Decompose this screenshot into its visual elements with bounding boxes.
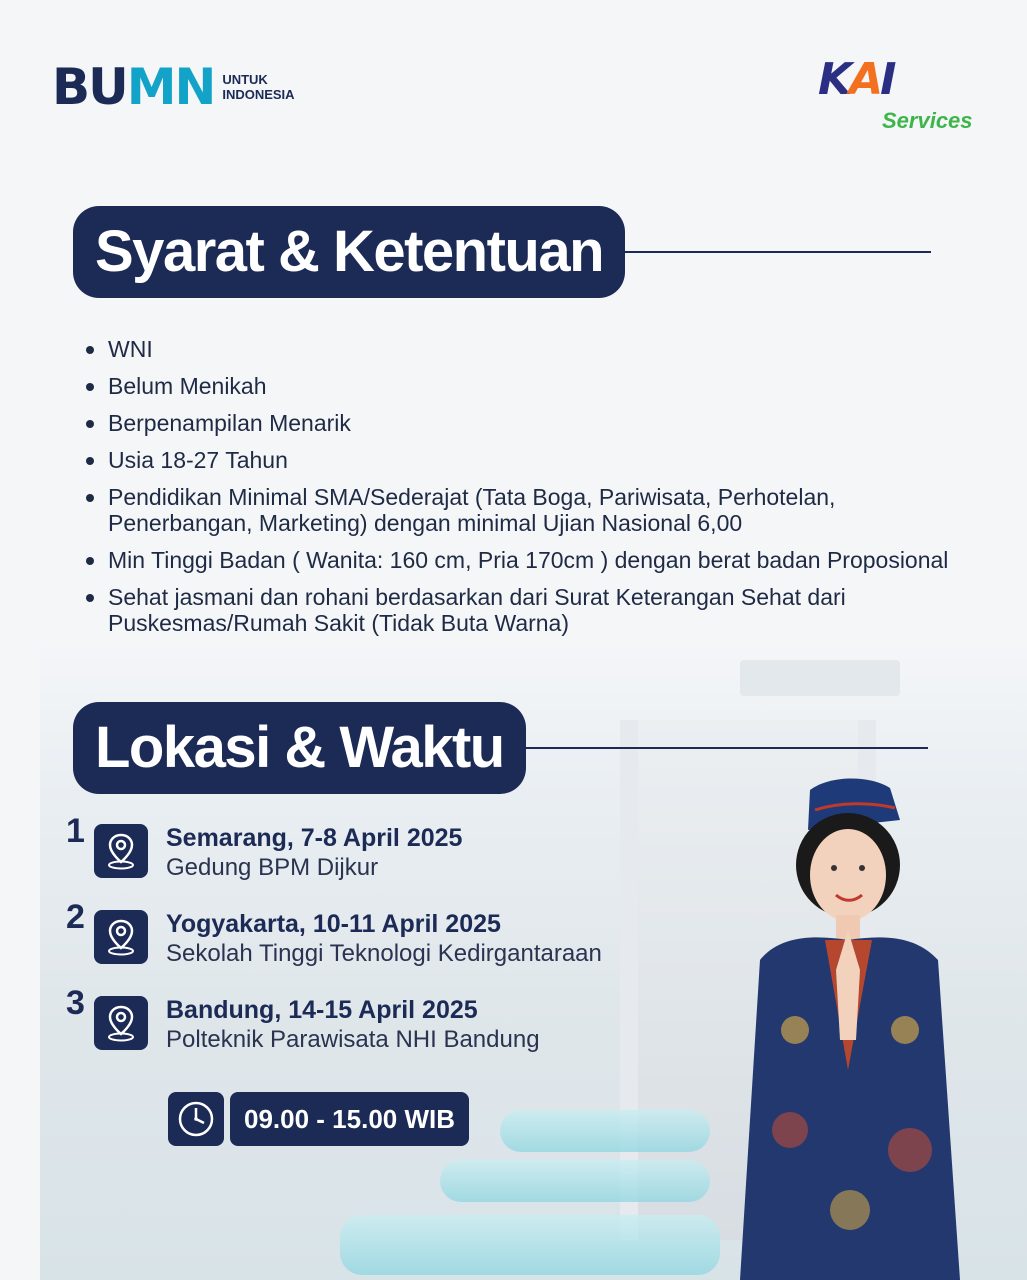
requirement-item: WNI xyxy=(86,336,966,362)
location-venue: Sekolah Tinggi Teknologi Kedirgantaraan xyxy=(166,940,602,967)
requirements-list xyxy=(86,336,966,647)
requirement-item: Min Tinggi Badan ( Wanita: 160 cm, Pria 170cm ) dengan berat badan Proposional xyxy=(86,547,966,573)
requirement-item: Belum Menikah xyxy=(86,373,966,399)
kai-services-logo xyxy=(818,54,978,138)
requirement-item: Sehat jasmani dan rohani berdasarkan dari Surat Keterangan Sehat dari Puskesmas/Rumah Sakit (Tidak Buta Warna) xyxy=(86,584,966,636)
bumn-logo-tagline: UNTUK INDONESIA xyxy=(222,72,295,102)
location-item-1 xyxy=(66,812,686,894)
location-pin-icon xyxy=(94,910,148,964)
requirements-divider xyxy=(625,251,931,253)
location-city-date: Bandung, 14-15 April 2025 xyxy=(166,996,478,1024)
location-pin-icon xyxy=(94,996,148,1050)
bumn-logo xyxy=(52,58,295,116)
location-pin-icon xyxy=(94,824,148,878)
requirement-item: Pendidikan Minimal SMA/Sederajat (Tata Boga, Pariwisata, Perhotelan, Penerbangan, Marketing) dengan minimal Ujian Nasional 6,00 xyxy=(86,484,966,536)
requirements-title: Syarat & Ketentuan xyxy=(73,206,625,298)
background-seat xyxy=(340,1215,720,1275)
location-item-3 xyxy=(66,984,686,1066)
location-number: 3 xyxy=(66,984,85,1022)
kai-logo-mark: KAI xyxy=(818,54,894,105)
background-seat xyxy=(440,1160,710,1202)
time-label: 09.00 - 15.00 WIB xyxy=(230,1092,469,1146)
location-number: 1 xyxy=(66,812,85,850)
bumn-logo-mark: BUMN xyxy=(52,58,215,116)
locations-divider xyxy=(526,747,928,749)
kai-services-label: Services xyxy=(882,108,973,133)
requirements-header xyxy=(73,206,931,298)
location-city-date: Yogyakarta, 10-11 April 2025 xyxy=(166,910,501,938)
location-venue: Gedung BPM Dijkur xyxy=(166,854,379,881)
location-item-2 xyxy=(66,898,686,980)
clock-icon xyxy=(168,1092,224,1146)
requirement-item: Berpenampilan Menarik xyxy=(86,410,966,436)
attendant-photo xyxy=(700,770,1000,1280)
locations-title: Lokasi & Waktu xyxy=(73,702,526,794)
requirement-item: Usia 18-27 Tahun xyxy=(86,447,966,473)
background-seat xyxy=(500,1110,710,1152)
location-number: 2 xyxy=(66,898,85,936)
location-city-date: Semarang, 7-8 April 2025 xyxy=(166,824,463,852)
time-row xyxy=(168,1092,469,1146)
location-venue: Polteknik Parawisata NHI Bandung xyxy=(166,1026,540,1053)
background-sign xyxy=(740,660,900,696)
